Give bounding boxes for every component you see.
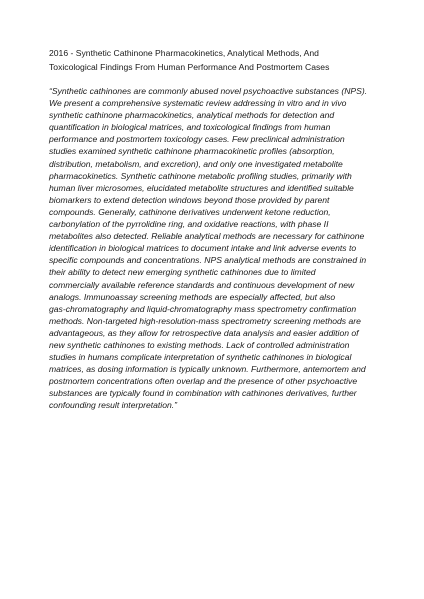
abstract-line: confounding result interpretation.” [49,400,178,411]
abstract-line: methods. Non-targeted high-resolution-mass spectrometry screening methods are [49,315,361,326]
abstract-line: specific compounds and concentrations. NPS analytical methods are constrained in [49,255,367,266]
abstract-line: new synthetic cathinones to existing methods. Lack of controlled administration [49,339,350,350]
abstract-line: human liver microsomes, elucidated metabolite structures and identified suitable [49,182,354,193]
abstract-line: performance and postmortem toxicology cases. Few preclinical administration [49,134,345,145]
abstract-line: metabolites also detected. Reliable analytical methods are necessary for cathinone [49,231,365,242]
abstract-quote [49,85,379,412]
title-line: Toxicological Findings From Human Performance And Postmortem Cases [49,61,330,72]
abstract-line: studies in humans complicate interpretation of synthetic cathinones in biological [49,352,352,363]
abstract-line: distribution, metabolism, and excretion), and only one investigated metabolite [49,158,343,169]
document-title [49,47,379,74]
abstract-line: commercially available reference standards and continuous development of new [49,279,355,290]
abstract-line: matrices, as dosing information is typically unknown. Furthermore, antemortem and [49,364,366,375]
title-line: 2016 - Synthetic Cathinone Pharmacokinetics, Analytical Methods, And [49,48,319,58]
abstract-line: gas-chromatography and liquid-chromatography mass spectrometry confirmation [49,303,357,314]
abstract-line: studies examined synthetic cathinone pharmacokinetic profiles (absorption, [49,146,335,157]
abstract-line: analogs. Immunoassay screening methods are especially affected, but also [49,291,336,302]
abstract-line: substances are typically found in combination with cathinones derivatives, further [49,388,357,399]
abstract-line: pharmacokinetics. Synthetic cathinone metabolic profiling studies, primarily with [49,170,352,181]
abstract-line: postmortem concentrations often overlap and the presence of other psychoactive [49,376,358,387]
abstract-line: carbonylation of the pyrrolidine ring, and oxidative reactions, with phase II [49,219,329,230]
abstract-line: We present a comprehensive systematic review addressing in vitro and in vivo [49,98,347,109]
abstract-line: advantageous, as they allow for retrospective data analysis and easier addition of [49,327,359,338]
abstract-line: biomarkers to extend detection windows beyond those provided by parent [49,194,330,205]
abstract-line: identification in biological matrices to document intake and link adverse events to [49,243,357,254]
abstract-line: quantification in biological matrices, and toxicological findings from human [49,122,331,133]
abstract-line: compounds. Generally, cathinone derivatives underwent ketone reduction, [49,206,331,217]
abstract-line: synthetic cathinone pharmacokinetics, analytical methods for detection and [49,110,335,121]
abstract-line: their ability to detect new emerging synthetic cathinones due to limited [49,267,316,278]
abstract-line: “Synthetic cathinones are commonly abused novel psychoactive substances (NPS). [49,86,368,96]
